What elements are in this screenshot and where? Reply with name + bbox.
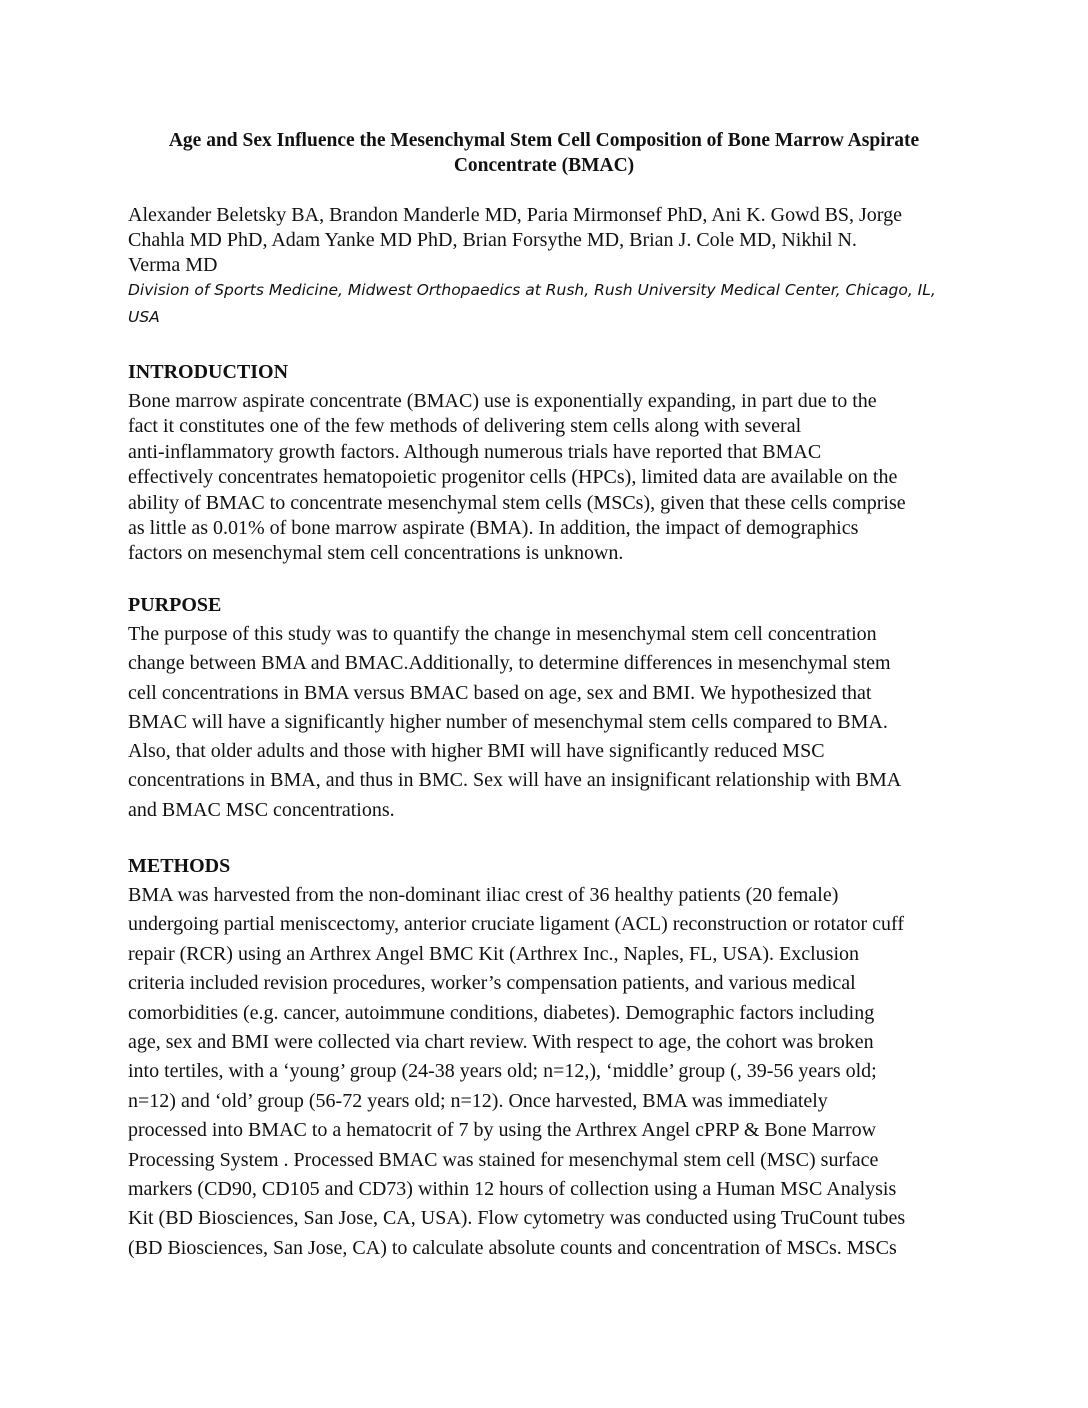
affiliation-line: USA <box>128 308 160 326</box>
paragraph-line: Kit (BD Biosciences, San Jose, CA, USA). Flow cytometry was conducted using TruCount tubes <box>128 1207 906 1230</box>
paragraph-line: processed into BMAC to a hematocrit of 7 by using the Arthrex Angel cPRP & Bone Marrow <box>128 1119 877 1142</box>
paragraph-line: as little as 0.01% of bone marrow aspirate (BMA). In addition, the impact of demographics <box>128 516 859 539</box>
paragraph-line: BMA was harvested from the non-dominant iliac crest of 36 healthy patients (20 female) <box>128 884 839 906</box>
paragraph-line: markers (CD90, CD105 and CD73) within 12 hours of collection using a Human MSC Analysis <box>128 1177 897 1200</box>
paragraph-line: effectively concentrates hematopoietic progenitor cells (HPCs), limited data are available on the <box>128 466 898 489</box>
paragraph-line: comorbidities (e.g. cancer, autoimmune conditions, diabetes). Demographic factors including <box>128 1001 875 1024</box>
paragraph-line: change between BMA and BMAC.Additionally, to determine differences in mesenchymal stem <box>128 652 891 675</box>
paragraph-line: age, sex and BMI were collected via chart review. With respect to age, the cohort was broken <box>128 1030 874 1053</box>
title-line: Concentrate (BMAC) <box>453 155 635 176</box>
methods-body <box>128 881 988 1263</box>
introduction-body <box>128 389 988 567</box>
paragraph-line: anti-inflammatory growth factors. Although numerous trials have reported that BMAC <box>128 440 822 463</box>
author-line: Verma MD <box>128 254 218 276</box>
paragraph-line: undergoing partial meniscectomy, anterior cruciate ligament (ACL) reconstruction or rotator cuff <box>128 913 905 936</box>
paragraph-line: Also, that older adults and those with higher BMI will have significantly reduced MSC <box>128 740 825 763</box>
title-line: Age and Sex Influence the Mesenchymal Stem Cell Composition of Bone Marrow Aspirate <box>168 130 920 151</box>
paragraph-line: cell concentrations in BMA versus BMAC based on age, sex and BMI. We hypothesized that <box>128 681 872 704</box>
affiliation <box>128 277 973 331</box>
paragraph-line: into tertiles, with a ‘young’ group (24-38 years old; n=12,), ‘middle’ group (, 39-56 years old; <box>128 1060 877 1083</box>
section-heading-purpose: PURPOSE <box>128 594 222 616</box>
author-line: Chahla MD PhD, Adam Yanke MD PhD, Brian Forsythe MD, Brian J. Cole MD, Nikhil N. <box>128 229 857 251</box>
paragraph-line: factors on mesenchymal stem cell concentrations is unknown. <box>128 542 624 565</box>
paragraph-line: concentrations in BMA, and thus in BMC. Sex will have an insignificant relationship with BMA <box>128 769 902 792</box>
section-heading-methods: METHODS <box>128 855 231 877</box>
paragraph-line: n=12) and ‘old’ group (56-72 years old; n=12). Once harvested, BMA was immediately <box>128 1089 828 1112</box>
paragraph-line: criteria included revision procedures, worker’s compensation patients, and various medical <box>128 972 856 995</box>
paragraph-line: and BMAC MSC concentrations. <box>128 798 395 821</box>
paper-title <box>118 128 970 178</box>
paragraph-line: The purpose of this study was to quantify the change in mesenchymal stem cell concentration <box>128 623 877 645</box>
purpose-body <box>128 620 988 825</box>
paragraph-line: repair (RCR) using an Arthrex Angel BMC Kit (Arthrex Inc., Naples, FL, USA). Exclusion <box>128 942 860 965</box>
author-list <box>128 203 973 278</box>
paragraph-line: Processing System . Processed BMAC was stained for mesenchymal stem cell (MSC) surface <box>128 1148 879 1171</box>
paragraph-line: fact it constitutes one of the few methods of delivering stem cells along with several <box>128 415 802 438</box>
paragraph-line: Bone marrow aspirate concentrate (BMAC) use is exponentially expanding, in part due to the <box>128 390 877 412</box>
author-line: Alexander Beletsky BA, Brandon Manderle MD, Paria Mirmonsef PhD, Ani K. Gowd BS, Jorge <box>128 204 902 226</box>
affiliation-line: Division of Sports Medicine, Midwest Orthopaedics at Rush, Rush University Medical Center, Chicago, IL, <box>128 281 936 299</box>
paragraph-line: BMAC will have a significantly higher number of mesenchymal stem cells compared to BMA. <box>128 710 888 733</box>
paragraph-line: (BD Biosciences, San Jose, CA) to calculate absolute counts and concentration of MSCs. MSCs <box>128 1236 897 1259</box>
paragraph-line: ability of BMAC to concentrate mesenchymal stem cells (MSCs), given that these cells comprise <box>128 491 906 514</box>
section-heading-introduction: INTRODUCTION <box>128 361 289 383</box>
